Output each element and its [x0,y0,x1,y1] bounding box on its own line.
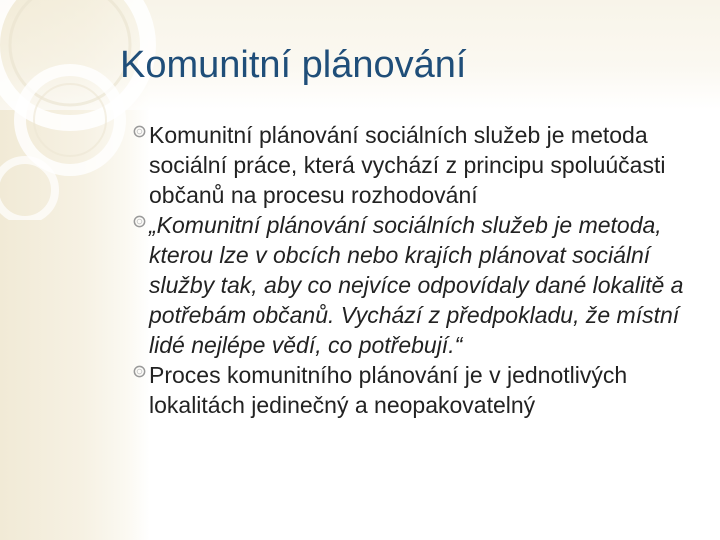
slide-content [130,120,700,420]
slide-title: Komunitní plánování [120,44,467,86]
hollow-circle-bullet-icon [132,214,147,229]
bullet-item-2 [130,210,700,360]
hollow-circle-bullet-icon [132,124,147,139]
bullet-text-3: Proces komunitního plánování je v jednotlivých lokalitách jedinečný a neopakovatelný [149,362,628,418]
bullet-text-2: „Komunitní plánování sociálních služeb je metoda, kterou lze v obcích nebo krajích plánovat sociální služby tak, aby co nejvíce odpovídaly dané lokalitě a potřebám občanů. Vychází z předpokladu, že místní lidé nejlépe vědí, co potřebují.“ [149,212,684,358]
bullet-text-1: Komunitní plánování sociálních služeb je metoda sociální práce, která vychází z principu spoluúčasti občanů na procesu rozhodování [149,122,666,208]
bullet-item-1 [130,120,700,210]
bullet-item-3 [130,360,700,420]
hollow-circle-bullet-icon [132,364,147,379]
